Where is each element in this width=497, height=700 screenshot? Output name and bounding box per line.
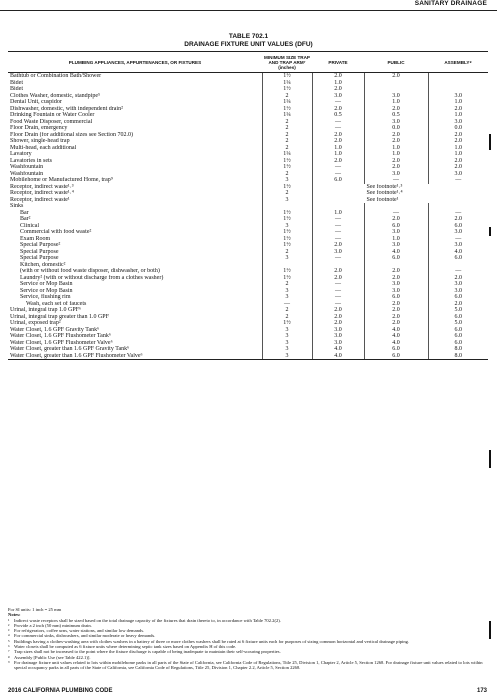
private-dfu-cell: 2.0 — [312, 320, 364, 327]
private-dfu-cell: — — [312, 125, 364, 132]
table-row — [8, 73, 488, 80]
trap-size-cell: 2 — [262, 281, 312, 288]
private-dfu-cell: 6.0 — [312, 177, 364, 184]
private-dfu-cell: — — [312, 119, 364, 126]
page-number: 173 — [476, 688, 487, 694]
col-header-public: PUBLIC — [364, 52, 428, 73]
fixture-cell: Food Waste Disposer, commercial — [10, 118, 93, 125]
public-dfu-cell: — — [364, 177, 428, 184]
col-header-trap-size: MINIMUM SIZE TRAP AND TRAP ARM⁷ (inches) — [262, 52, 312, 73]
fixture-cell: Laundry² (with or without discharge from a clothes washer) — [20, 274, 164, 281]
assembly-dfu-cell: 6.0 — [428, 340, 488, 347]
assembly-dfu-cell: 2.0 — [428, 106, 488, 113]
dfu-table — [8, 51, 488, 360]
trap-size-cell: 2 — [262, 132, 312, 139]
fixture-cell: Washfountain — [10, 164, 44, 170]
trap-size-cell: 1½ — [262, 229, 312, 236]
trap-size-cell: 1¼ — [262, 112, 312, 119]
trap-size-cell: 1½ — [262, 275, 312, 282]
public-dfu-cell: 2.0 — [364, 216, 428, 223]
note-marker: ⁶ — [8, 644, 10, 650]
fixture-cell: Service, flushing rim — [20, 294, 71, 300]
trap-size-cell: 1¼ — [262, 151, 312, 158]
public-dfu-cell: 0.0 — [364, 125, 428, 132]
public-dfu-cell: 6.0 — [364, 294, 428, 301]
public-dfu-cell: 2.0 — [364, 314, 428, 321]
assembly-dfu-cell: 2.0 — [428, 132, 488, 139]
private-dfu-cell: 2.0 — [312, 275, 364, 282]
fixture-cell: Drinking Fountain or Water Cooler — [10, 112, 95, 118]
public-dfu-cell: 3.0 — [364, 281, 428, 288]
assembly-dfu-cell: 6.0 — [428, 223, 488, 230]
trap-size-cell: 1½ — [262, 73, 312, 80]
fixture-cell: Floor Drain (for additional sizes see Section 702.0) — [10, 131, 133, 138]
private-dfu-cell: — — [312, 301, 364, 308]
change-bar — [489, 227, 491, 236]
note-text: For drainage fixture unit values related to lots within mobilehome parks in all parts of the State of California, see California Code of Regulations, Title 25, Division 1, Chapter 2, Article 5, Section 1268. For drainage fixture unit values related to lots within special occupancy parks in all parts of the State of California, see California Code of Regulations, Title 25, Division 1, Chapter 2.2, Article 5, Section 2268. — [14, 659, 483, 671]
trap-size-cell: — — [262, 301, 312, 308]
public-dfu-cell: 1.0 — [364, 99, 428, 106]
assembly-dfu-cell: 8.0 — [428, 346, 488, 353]
note-marker: ⁵ — [8, 638, 10, 644]
fixture-cell: Clothes Washer, domestic, standpipe⁵ — [10, 92, 101, 99]
private-dfu-cell: 2.0 — [312, 268, 364, 275]
private-dfu-cell: — — [312, 164, 364, 171]
assembly-dfu-cell: 3.0 — [428, 93, 488, 100]
trap-size-cell: 3 — [262, 177, 312, 184]
private-dfu-cell: 3.0 — [312, 93, 364, 100]
trap-size-cell: 1¼ — [262, 80, 312, 87]
assembly-dfu-cell: 2.0 — [428, 301, 488, 308]
public-dfu-cell: 2.0 — [364, 73, 428, 80]
trap-size-cell: 3 — [262, 294, 312, 301]
fixture-cell: Urinal, integral trap 1.0 GPF⁶ — [10, 307, 82, 313]
private-dfu-cell: 2.0 — [312, 86, 364, 93]
private-dfu-cell: — — [312, 171, 364, 178]
fixture-cell: Bidet — [10, 86, 23, 92]
fixture-cell: Water Closet, 1.6 GPF Gravity Tank⁶ — [10, 326, 100, 333]
public-dfu-cell: 1.0 — [364, 145, 428, 152]
note-marker: ⁴ — [8, 633, 10, 639]
private-dfu-cell: — — [312, 216, 364, 223]
note-marker: ³ — [8, 628, 10, 634]
assembly-dfu-cell: 0.0 — [428, 125, 488, 132]
note-marker: ² — [8, 622, 10, 628]
private-dfu-cell: — — [312, 236, 364, 243]
trap-size-cell: 3 — [262, 340, 312, 347]
note-marker: ⁸ — [8, 654, 10, 660]
col-header-private: PRIVATE — [312, 52, 364, 73]
note-item — [8, 660, 488, 671]
fixture-cell: Lavatory — [10, 151, 32, 157]
fixture-cell: Receptor, indirect waste¹˒⁴ — [10, 190, 74, 196]
trap-size-cell: 3 — [262, 223, 312, 230]
public-dfu-cell: 6.0 — [364, 353, 428, 360]
si-units-note: For SI units: 1 inch = 25 mm — [8, 607, 62, 612]
private-dfu-cell: — — [312, 99, 364, 106]
fixture-cell: Receptor, indirect waste¹ — [10, 196, 70, 203]
private-dfu-cell: 1.0 — [312, 145, 364, 152]
trap-size-cell: 2 — [262, 125, 312, 132]
public-dfu-cell: 4.0 — [364, 333, 428, 340]
trap-size-cell: 3 — [262, 333, 312, 340]
fixture-cell: Water Closet, greater than 1.6 GPF Gravity Tank⁶ — [10, 346, 130, 352]
fixture-cell: Commercial with food waste² — [20, 229, 92, 235]
assembly-dfu-cell: 6.0 — [428, 255, 488, 262]
private-dfu-cell: — — [312, 294, 364, 301]
footer-code-title: 2016 CALIFORNIA PLUMBING CODE — [8, 688, 113, 694]
assembly-dfu-cell: 3.0 — [428, 229, 488, 236]
trap-size-cell: 2 — [262, 119, 312, 126]
assembly-dfu-cell: 1.0 — [428, 99, 488, 106]
private-dfu-cell: 3.0 — [312, 333, 364, 340]
assembly-dfu-cell: 6.0 — [428, 333, 488, 340]
fixture-cell: Special Purpose — [20, 248, 59, 255]
trap-size-cell: 3 — [262, 353, 312, 360]
note-text: Provide a 2 inch (50 mm) minimum drain. — [14, 622, 92, 628]
footnote-ref-cell: See footnote¹˒³ — [312, 184, 488, 191]
footnote-ref-cell: See footnote¹˒⁴ — [312, 190, 488, 197]
assembly-dfu-cell: 3.0 — [428, 119, 488, 126]
fixture-cell: Lavatories in sets — [10, 157, 52, 164]
public-dfu-cell: 2.0 — [364, 307, 428, 314]
note-marker: ⁷ — [8, 649, 10, 655]
note-text: For refrigerators, coffee urns, water stations, and similar low demands. — [14, 628, 145, 634]
trap-size-cell: 3 — [262, 288, 312, 295]
table-header-row — [8, 52, 488, 73]
trap-size-cell: 1½ — [262, 86, 312, 93]
fixture-cell: Water Closet, greater than 1.6 GPF Flushometer Valve⁶ — [8, 353, 262, 360]
private-dfu-cell: 0.5 — [312, 112, 364, 119]
public-dfu-cell: 0.5 — [364, 112, 428, 119]
private-dfu-cell: 1.0 — [312, 210, 364, 217]
change-bar — [489, 450, 491, 468]
fixture-cell: Mobilehome or Manufactured Home, trap⁹ — [10, 177, 113, 183]
fixture-cell: Bar — [20, 209, 29, 216]
public-dfu-cell: 3.0 — [364, 229, 428, 236]
fixture-cell: Urinal, exposed trap² — [10, 320, 61, 326]
change-bar — [489, 621, 491, 639]
fixture-cell: Bathtub or Combination Bath/Shower — [10, 73, 102, 79]
public-dfu-cell: 3.0 — [364, 119, 428, 126]
footnote-ref-cell: See footnote¹ — [312, 197, 488, 204]
fixture-cell: Urinal, integral trap greater than 1.0 GPF — [10, 313, 109, 320]
assembly-dfu-cell: 2.0 — [428, 138, 488, 145]
assembly-dfu-cell: 5.0 — [428, 320, 488, 327]
private-dfu-cell: — — [312, 281, 364, 288]
public-dfu-cell: 1.0 — [364, 236, 428, 243]
assembly-dfu-cell: — — [428, 210, 488, 217]
assembly-dfu-cell: 2.0 — [428, 164, 488, 171]
private-dfu-cell: 2.0 — [312, 106, 364, 113]
fixture-cell: Dishwasher, domestic, with independent drain² — [10, 105, 123, 112]
fixture-cell: Wash, each set of faucets — [26, 300, 87, 307]
assembly-dfu-cell: 3.0 — [428, 281, 488, 288]
trap-size-cell: 2 — [262, 314, 312, 321]
assembly-dfu-cell: 5.0 — [428, 307, 488, 314]
public-dfu-cell: 4.0 — [364, 340, 428, 347]
fixture-cell: Bidet — [10, 79, 23, 86]
trap-size-cell: 2 — [262, 249, 312, 256]
private-dfu-cell: — — [312, 229, 364, 236]
public-dfu-cell: 4.0 — [364, 249, 428, 256]
fixture-cell: Clinical — [20, 222, 39, 229]
private-dfu-cell: 1.0 — [312, 80, 364, 87]
table-number: TABLE 702.1 — [228, 33, 269, 40]
assembly-dfu-cell: 6.0 — [428, 327, 488, 334]
assembly-dfu-cell: 6.0 — [428, 294, 488, 301]
public-dfu-cell: 3.0 — [364, 242, 428, 249]
private-dfu-cell: 3.0 — [312, 327, 364, 334]
fixture-cell: Dental Unit, cuspidor — [10, 99, 62, 105]
trap-size-cell: 1½ — [262, 320, 312, 327]
private-dfu-cell: 3.0 — [312, 340, 364, 347]
fixture-cell: Water Closet, 1.6 GPF Flushometer Valve⁶ — [10, 339, 113, 346]
public-dfu-cell: — — [364, 210, 428, 217]
assembly-dfu-cell: 6.0 — [428, 314, 488, 321]
note-text: Water closets shall be computed as 6 fixture units where determining septic tank sizes based on Appendix H of this code. — [14, 644, 237, 650]
public-dfu-cell: 2.0 — [364, 158, 428, 165]
private-dfu-cell: 2.0 — [312, 138, 364, 145]
trap-size-cell: 1¼ — [262, 99, 312, 106]
assembly-dfu-cell: 2.0 — [428, 158, 488, 165]
assembly-dfu-cell: 3.0 — [428, 288, 488, 295]
private-dfu-cell: 2.0 — [312, 158, 364, 165]
private-dfu-cell: 2.0 — [312, 73, 364, 80]
public-dfu-cell: 2.0 — [364, 320, 428, 327]
trap-size-cell: 3 — [262, 197, 312, 204]
fixture-cell: (with or without food waste disposer, dishwasher, or both) — [20, 268, 160, 274]
fixture-cell: Service or Mop Basin — [20, 281, 73, 287]
note-text: Indirect waste receptors shall be sized based on the total drainage capacity of the fixtures that drain thereto to, in accordance with Table 702.2(2). — [14, 617, 281, 623]
fixture-cell: Multi-head, each additional — [10, 144, 77, 151]
note-text: Trap sizes shall not be increased to the point where the fixture discharge is capable of being inadequate to maintain their self-scouring properties. — [14, 649, 281, 655]
public-dfu-cell: 6.0 — [364, 346, 428, 353]
public-dfu-cell: 2.0 — [364, 132, 428, 139]
trap-size-cell: 1½ — [262, 184, 312, 191]
running-head: SANITARY DRAINAGE — [414, 0, 487, 7]
trap-size-cell: 2 — [262, 190, 312, 197]
trap-size-cell: 1½ — [262, 236, 312, 243]
trap-size-cell: 3 — [262, 255, 312, 262]
note-marker: ⁹ — [8, 659, 10, 665]
public-dfu-cell: 2.0 — [364, 106, 428, 113]
trap-size-cell: 3 — [262, 346, 312, 353]
private-dfu-cell: 2.0 — [312, 242, 364, 249]
trap-size-cell: 2 — [262, 138, 312, 145]
assembly-dfu-cell: 3.0 — [428, 242, 488, 249]
public-dfu-cell: 2.0 — [364, 301, 428, 308]
trap-size-cell: 3 — [262, 327, 312, 334]
note-marker: ¹ — [8, 617, 10, 623]
trap-size-cell: 2 — [262, 145, 312, 152]
fixture-cell: Special Purpose — [20, 255, 59, 261]
fixture-cell: Exam Room — [20, 235, 51, 242]
note-text: Assembly [Public Use (see Table 422.1)]. — [14, 654, 91, 660]
private-dfu-cell: 4.0 — [312, 346, 364, 353]
assembly-dfu-cell: — — [428, 177, 488, 184]
assembly-dfu-cell: 8.0 — [428, 353, 488, 360]
private-dfu-cell: 4.0 — [312, 353, 364, 360]
fixture-cell: Kitchen, domestic² — [20, 261, 66, 268]
assembly-dfu-cell: — — [428, 236, 488, 243]
fixture-cell: Washfountain — [10, 170, 44, 177]
private-dfu-cell: — — [312, 255, 364, 262]
public-dfu-cell: 2.0 — [364, 138, 428, 145]
assembly-dfu-cell: 2.0 — [428, 216, 488, 223]
trap-size-cell: 1½ — [262, 106, 312, 113]
private-dfu-cell: 1.0 — [312, 151, 364, 158]
public-dfu-cell: 6.0 — [364, 255, 428, 262]
trap-size-cell: 1½ — [262, 210, 312, 217]
page-footer — [8, 688, 487, 694]
assembly-dfu-cell: 1.0 — [428, 112, 488, 119]
trap-size-cell: 2 — [262, 171, 312, 178]
fixture-cell: Water Closet, 1.6 GPF Flushometer Tank⁶ — [10, 333, 111, 339]
col-header-fixture: PLUMBING APPLIANCES, APPURTENANCES, OR FIXTURES — [8, 52, 262, 73]
notes-list — [8, 618, 488, 671]
assembly-dfu-cell: 1.0 — [428, 151, 488, 158]
private-dfu-cell: 3.0 — [312, 249, 364, 256]
change-bar — [489, 134, 491, 150]
public-dfu-cell: 2.0 — [364, 268, 428, 275]
fixture-cell: Service or Mop Basin — [20, 287, 73, 294]
private-dfu-cell: 2.0 — [312, 307, 364, 314]
note-text: For commercial sinks, dishwashers, and similar moderate or heavy demands. — [14, 633, 156, 639]
trap-size-cell: 1½ — [262, 216, 312, 223]
public-dfu-cell: 3.0 — [364, 171, 428, 178]
public-dfu-cell: 4.0 — [364, 327, 428, 334]
public-dfu-cell: 3.0 — [364, 93, 428, 100]
fixture-cell: Receptor, indirect waste¹˒³ — [10, 183, 74, 190]
trap-size-cell: 1½ — [262, 164, 312, 171]
table-body — [8, 73, 488, 360]
trap-size-cell: 1½ — [262, 268, 312, 275]
public-dfu-cell: 3.0 — [364, 288, 428, 295]
assembly-dfu-cell: 3.0 — [428, 171, 488, 178]
assembly-dfu-cell: — — [428, 268, 488, 275]
fixture-cell: Sinks — [10, 203, 24, 209]
public-dfu-cell: 6.0 — [364, 223, 428, 230]
trap-size-cell: 1½ — [262, 158, 312, 165]
private-dfu-cell: — — [312, 288, 364, 295]
private-dfu-cell: 2.0 — [312, 132, 364, 139]
table-row — [8, 353, 488, 360]
private-dfu-cell: 2.0 — [312, 314, 364, 321]
assembly-dfu-cell: 4.0 — [428, 249, 488, 256]
public-dfu-cell: 1.0 — [364, 151, 428, 158]
table-title: DRAINAGE FIXTURE UNIT VALUES (DFU) — [184, 41, 313, 48]
notes-heading: Notes: — [8, 612, 21, 618]
fixture-cell: Bar² — [20, 216, 31, 222]
table-notes — [8, 607, 488, 671]
assembly-dfu-cell: 1.0 — [428, 145, 488, 152]
fixture-cell: Shower, single-head trap — [10, 138, 70, 144]
public-dfu-cell: 2.0 — [364, 275, 428, 282]
assembly-dfu-cell: 2.0 — [428, 275, 488, 282]
fixture-cell: Floor Drain, emergency — [10, 125, 68, 131]
fixture-cell: Special Purpose² — [20, 242, 61, 248]
trap-size-cell: 2 — [262, 93, 312, 100]
private-dfu-cell: — — [312, 223, 364, 230]
col-header-assembly: ASSEMBLY⁸ — [428, 52, 488, 73]
public-dfu-cell: 2.0 — [364, 164, 428, 171]
assembly-dfu-cell — [428, 73, 488, 80]
trap-size-cell: 1½ — [262, 242, 312, 249]
trap-size-cell: 2 — [262, 307, 312, 314]
note-text: Buildings having a clothes-washing area with clothes washers in a battery of three or more clothes washers shall be rated at 6 fixture units each for purposes of sizing common horizontal and vertical drainage piping. — [14, 638, 410, 644]
